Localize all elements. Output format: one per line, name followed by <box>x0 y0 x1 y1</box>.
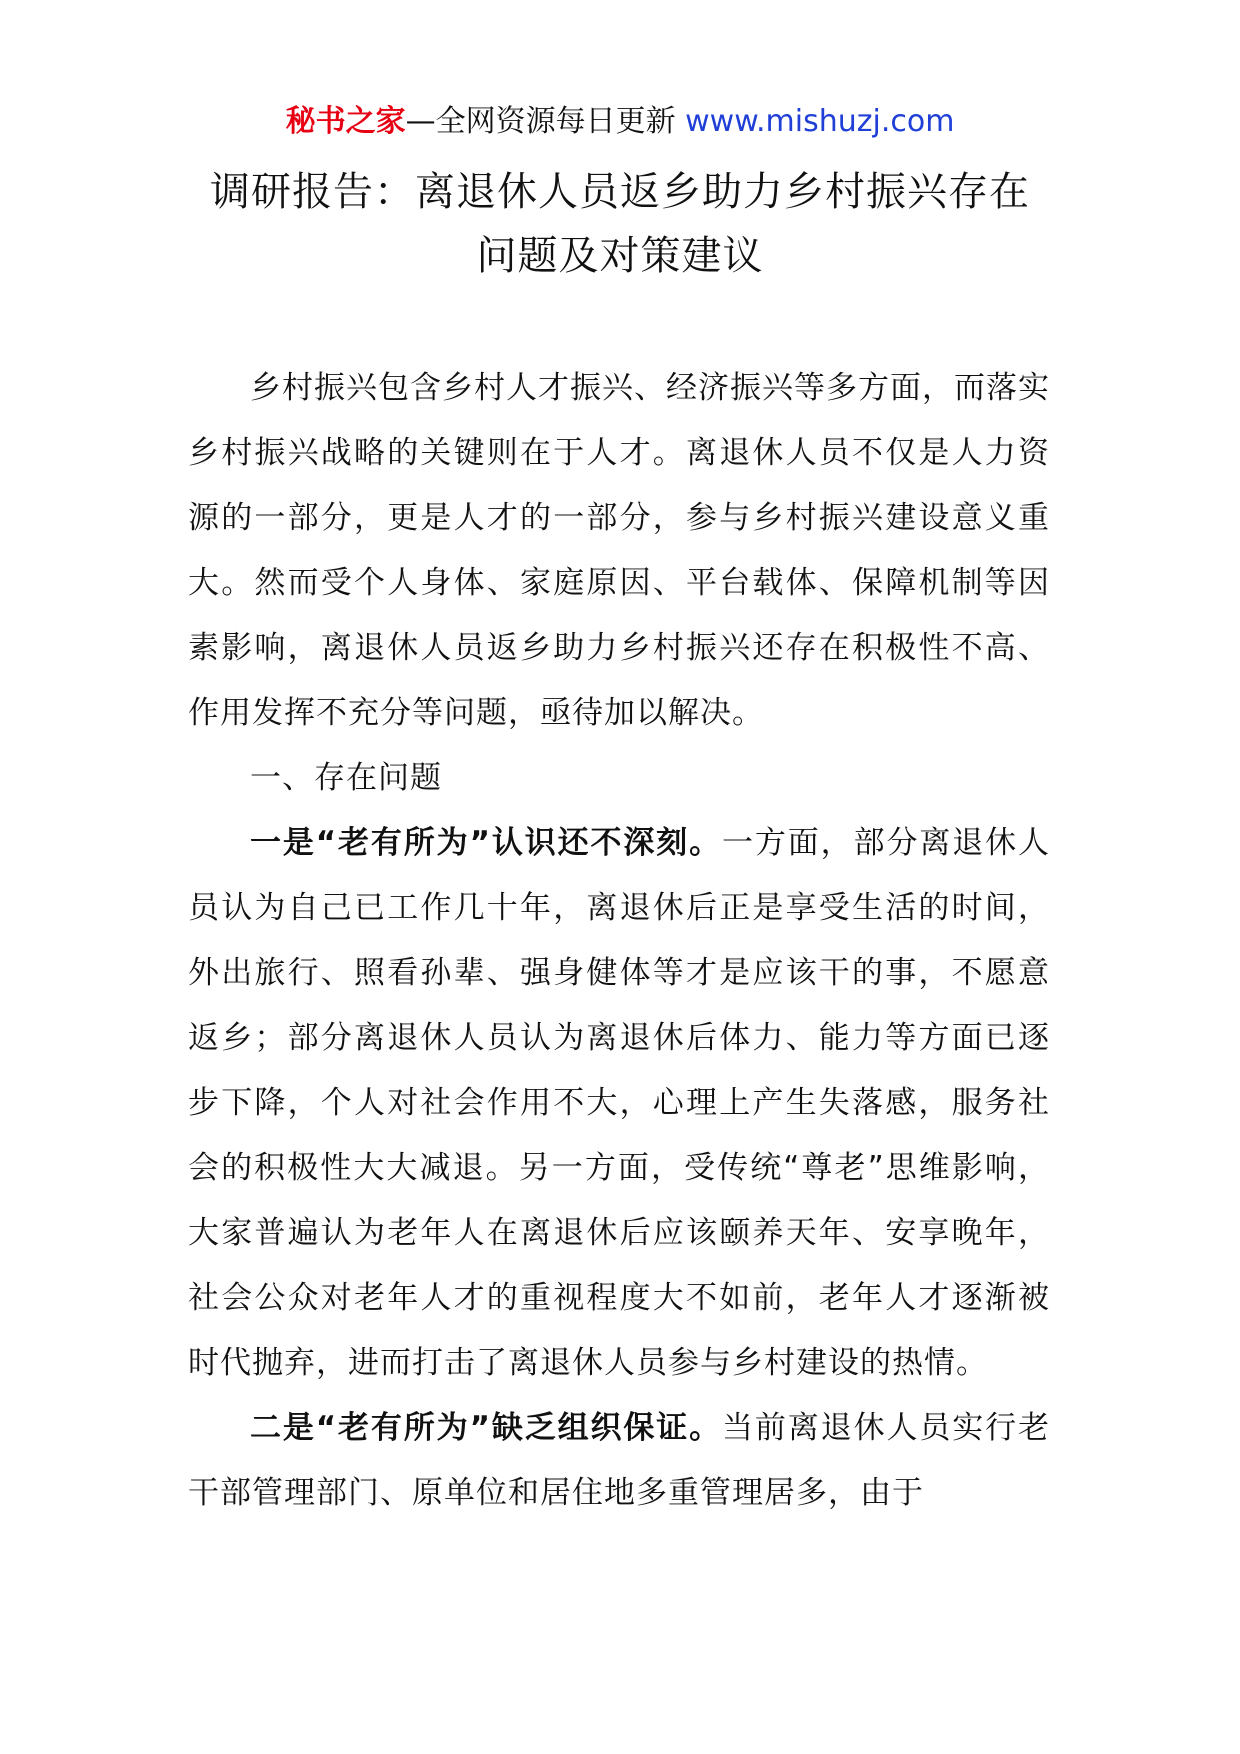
section-heading: 一、存在问题 <box>250 760 442 796</box>
intro-paragraph: 乡村振兴包含乡村人才振兴、经济振兴等多方面，而落实乡村振兴战略的关键则在于人才。离退休人员不仅是人力资源的一部分，更是人才的一部分，参与乡村振兴建设意义重大。然而受个人身体、家庭原因、平台载体、保障机制等因素影响，离退休人员返乡助力乡村振兴还存在积极性不高、作用发挥不充分等问题，亟待加以解决。 <box>188 370 1050 731</box>
brand-name: 秘书之家 <box>285 104 406 139</box>
site-url-link[interactable]: www.mishuzj.com <box>685 104 955 139</box>
point-one-paragraph <box>188 811 1050 1396</box>
point-one-text: 一方面，部分离退休人员认为自己已工作几十年，离退休后正是享受生活的时间，外出旅行、照看孙辈、强身健体等才是应该干的事，不愿意返乡；部分离退休人员认为离退休后体力、能力等方面已逐步下降，个人对社会作用不大，心理上产生失落感，服务社会的积极性大大减退。另一方面，受传统“尊老”思维影响，大家普遍认为老年人在离退休后应该颐养天年、安享晚年，社会公众对老年人才的重视程度大不如前，老年人才逐渐被时代抛弃，进而打击了离退休人员参与乡村建设的热情。 <box>188 825 1050 1381</box>
header-slogan: —全网资源每日更新 <box>405 104 686 139</box>
site-header-banner <box>0 100 1240 144</box>
document-title: 调研报告：离退休人员返乡助力乡村振兴存在问题及对策建议 <box>210 169 1030 279</box>
point-two-text: 当前离退休人员实行老干部管理部门、原单位和居住地多重管理居多，由于 <box>188 1410 1050 1511</box>
document-body <box>188 356 1050 1526</box>
point-two-paragraph <box>188 1396 1050 1526</box>
point-two-lead: 二是“老有所为”缺乏组织保证。 <box>250 1410 723 1446</box>
point-one-lead: 一是“老有所为”认识还不深刻。 <box>250 825 723 861</box>
